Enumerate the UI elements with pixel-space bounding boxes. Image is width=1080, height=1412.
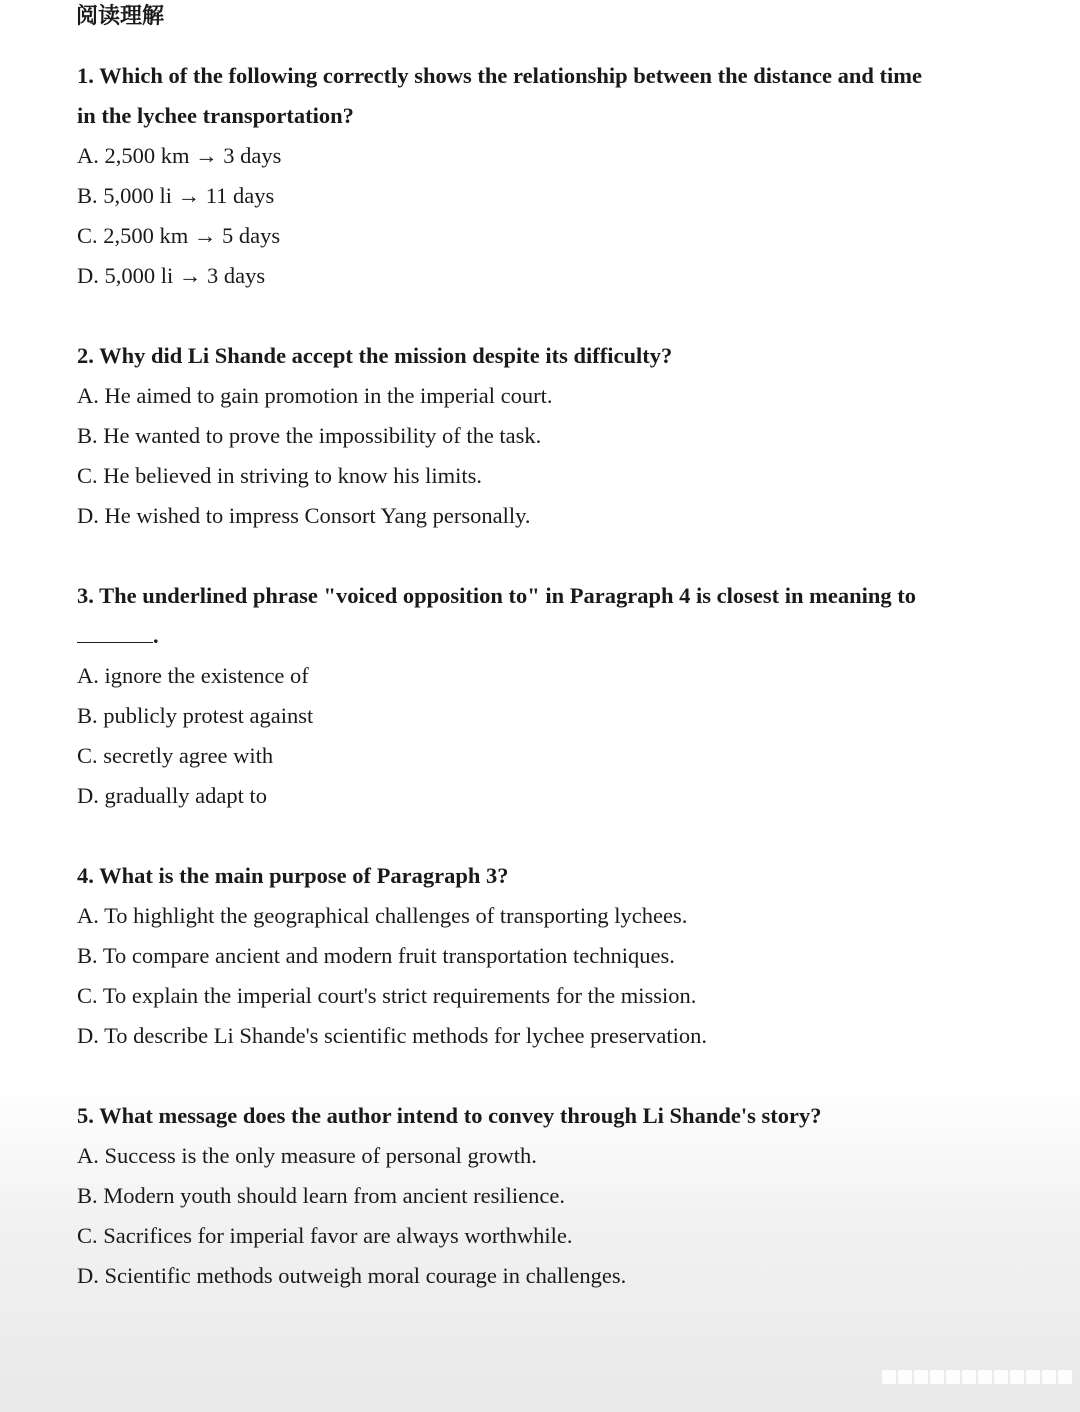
question-2 bbox=[77, 336, 1037, 536]
option-a: A. ignore the existence of bbox=[77, 663, 309, 688]
option-c: C. Sacrifices for imperial favor are always worthwhile. bbox=[77, 1223, 573, 1248]
option-d: D. gradually adapt to bbox=[77, 783, 267, 808]
option-b: B. 5,000 li → 11 days bbox=[77, 183, 275, 208]
blank-period: . bbox=[153, 623, 159, 648]
question-stem-line: 5. What message does the author intend to convey through Li Shande's story? bbox=[77, 1103, 822, 1128]
page-title: 阅读理解 bbox=[76, 3, 165, 29]
question-5 bbox=[77, 1096, 1037, 1296]
question-4 bbox=[77, 856, 1037, 1056]
question-stem-line: 3. The underlined phrase "voiced opposition to" in Paragraph 4 is closest in meaning to bbox=[77, 583, 917, 608]
option-b: B. publicly protest against bbox=[77, 703, 314, 728]
option-d: D. He wished to impress Consort Yang personally. bbox=[77, 503, 531, 528]
option-d: D. 5,000 li → 3 days bbox=[77, 263, 266, 288]
question-stem bbox=[77, 1096, 1037, 1136]
option-d: D. To describe Li Shande's scientific methods for lychee preservation. bbox=[77, 1023, 707, 1048]
option-a: A. To highlight the geographical challenges of transporting lychees. bbox=[77, 903, 688, 928]
question-stem bbox=[77, 856, 1037, 896]
question-stem-line: in the lychee transportation? bbox=[77, 103, 354, 128]
option-a: A. Success is the only measure of personal growth. bbox=[77, 1143, 537, 1168]
option-b: B. To compare ancient and modern fruit transportation techniques. bbox=[77, 943, 675, 968]
answer-blank bbox=[77, 622, 153, 643]
question-stem-line bbox=[77, 616, 1037, 656]
question-stem-line: 4. What is the main purpose of Paragraph 3? bbox=[77, 863, 509, 888]
question-stem bbox=[77, 576, 1037, 656]
question-stem-line: 2. Why did Li Shande accept the mission despite its difficulty? bbox=[77, 343, 673, 368]
document-body bbox=[77, 0, 1037, 1296]
question-1 bbox=[77, 56, 1037, 296]
option-d: D. Scientific methods outweigh moral courage in challenges. bbox=[77, 1263, 627, 1288]
question-stem-line: 1. Which of the following correctly shows the relationship between the distance and time bbox=[77, 63, 922, 88]
watermark bbox=[882, 1370, 1072, 1384]
question-stem bbox=[77, 56, 1037, 136]
option-c: C. secretly agree with bbox=[77, 743, 274, 768]
option-c: C. He believed in striving to know his limits. bbox=[77, 463, 482, 488]
option-a: A. 2,500 km → 3 days bbox=[77, 143, 282, 168]
option-c: C. To explain the imperial court's strict requirements for the mission. bbox=[77, 983, 697, 1008]
question-stem bbox=[77, 336, 1037, 376]
option-c: C. 2,500 km → 5 days bbox=[77, 223, 281, 248]
option-b: B. He wanted to prove the impossibility of the task. bbox=[77, 423, 542, 448]
option-b: B. Modern youth should learn from ancient resilience. bbox=[77, 1183, 565, 1208]
question-3 bbox=[77, 576, 1037, 816]
option-a: A. He aimed to gain promotion in the imperial court. bbox=[77, 383, 553, 408]
